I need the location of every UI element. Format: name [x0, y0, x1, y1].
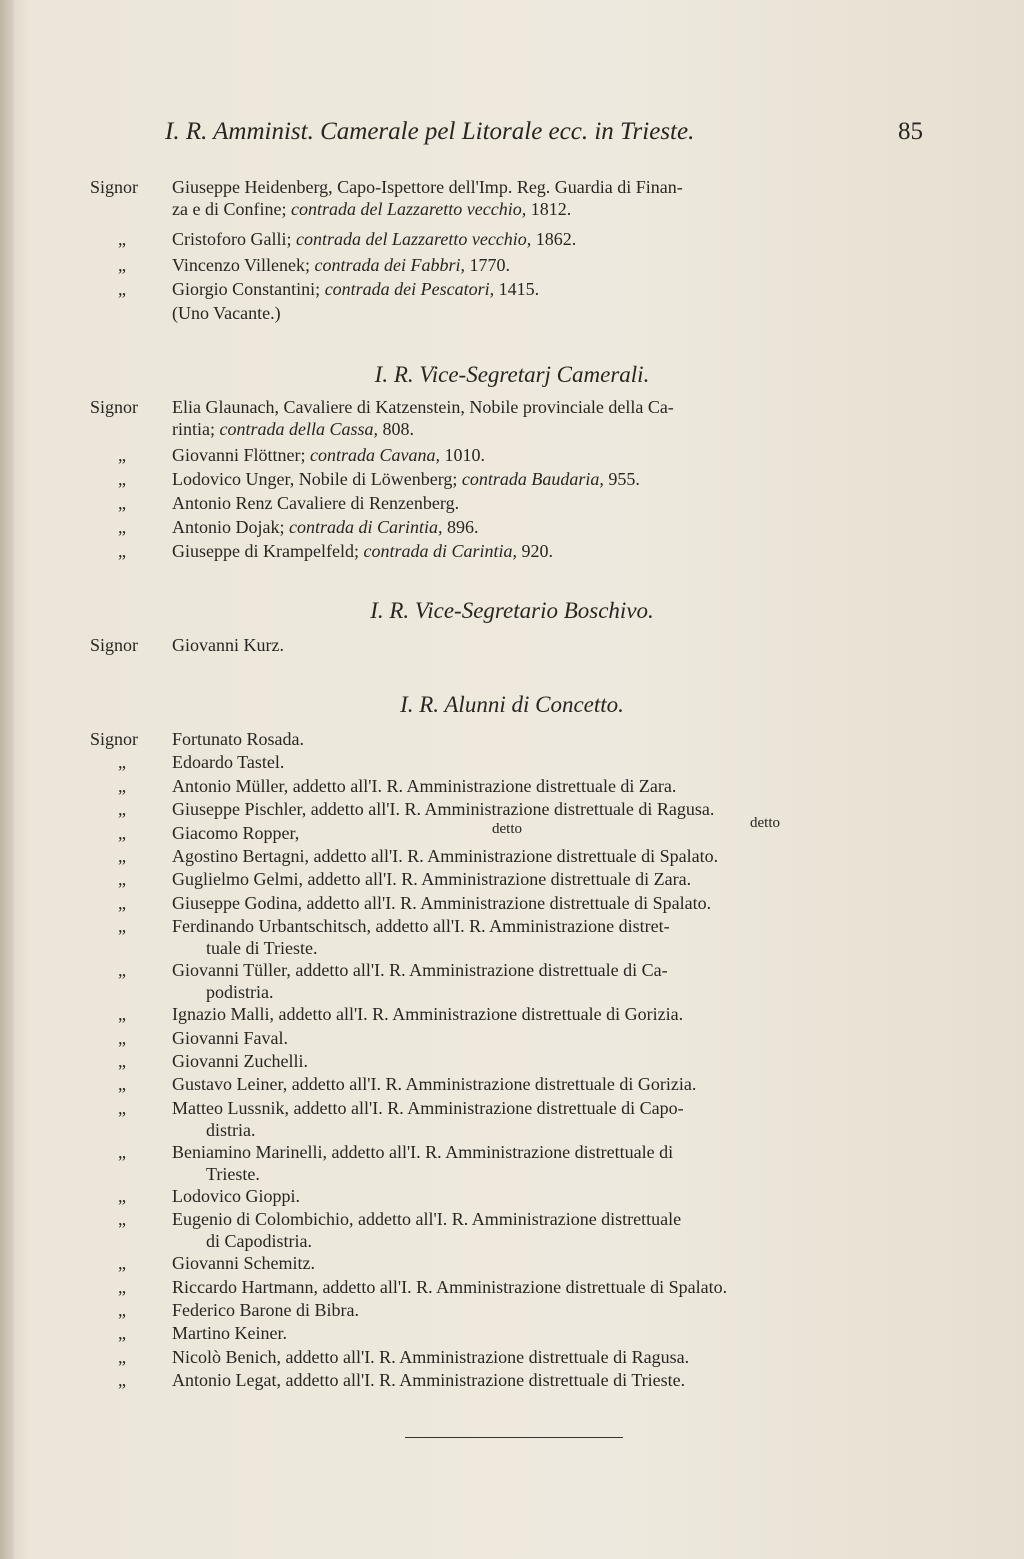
entry-address: contrada Baudaria, — [461, 469, 604, 489]
ditto-mark: „ — [118, 1346, 126, 1367]
entry-text: Matteo Lussnik, addetto all'I. R. Amministrazione distrettuale di Capo- — [172, 1097, 684, 1118]
list-item — [90, 892, 912, 914]
entry-continuation: rintia; — [172, 419, 215, 439]
entry-text: Cristoforo Galli; — [172, 229, 292, 249]
list-item — [90, 1346, 912, 1368]
entry-lead: Signor — [90, 635, 139, 655]
list-item — [90, 775, 912, 797]
entry-text: Giovanni Faval. — [172, 1027, 288, 1048]
entry-number: 808. — [382, 419, 415, 439]
entry-continuation: tuale di Trieste. — [206, 938, 318, 959]
ditto-mark: „ — [118, 541, 126, 561]
ditto-word: detto — [750, 814, 780, 831]
list-item — [90, 444, 912, 466]
entry-number: 1812. — [530, 199, 572, 219]
page-number: 85 — [898, 118, 923, 145]
entry-text: Agostino Bertagni, addetto all'I. R. Amministrazione distrettuale di Spalato. — [172, 846, 719, 866]
entry-lead: Signor — [90, 177, 139, 197]
entry-text: Eugenio di Colombichio, addetto all'I. R. Amministrazione distrettuale — [172, 1209, 682, 1230]
list-item — [90, 468, 912, 490]
entry-continuation: Trieste. — [206, 1163, 260, 1184]
entry-text: Ferdinando Urbantschitsch, addetto all'I. R. Amministrazione distret- — [172, 916, 670, 937]
list-item — [90, 1299, 912, 1321]
ditto-mark: „ — [118, 752, 126, 773]
list-item — [90, 1097, 912, 1141]
entry-text: Giacomo Ropper, — [172, 822, 300, 843]
entry-text: Giovanni Kurz. — [172, 635, 284, 655]
entry-address: contrada dei Pescatori, — [324, 279, 495, 299]
list-item — [90, 1252, 912, 1274]
ditto-mark: „ — [118, 1051, 126, 1071]
ditto-mark: „ — [118, 255, 126, 275]
entry-text: Beniamino Marinelli, addetto all'I. R. Amministrazione distrettuale di — [172, 1141, 674, 1162]
entry-text: Antonio Müller, addetto all'I. R. Amministrazione distrettuale di Zara. — [172, 775, 677, 796]
list-item — [90, 814, 912, 844]
ditto-mark: „ — [118, 1027, 126, 1048]
entry-number: 955. — [608, 469, 640, 489]
entry-address: contrada del Lazzaretto vecchio, — [296, 229, 532, 249]
entry-text: Giovanni Zuchelli. — [172, 1051, 308, 1071]
list-item — [90, 728, 912, 750]
entry-address: contrada di Carintia, — [289, 517, 443, 537]
list-item — [90, 1369, 912, 1391]
ditto-mark: „ — [118, 1276, 126, 1297]
entry-text: Guglielmo Gelmi, addetto all'I. R. Amministrazione distrettuale di Zara. — [172, 869, 692, 890]
entry-text: Gustavo Leiner, addetto all'I. R. Amministrazione distrettuale di Gorizia. — [172, 1074, 697, 1095]
section-title: I. R. Vice-Segretario Boschivo. — [370, 598, 654, 623]
ditto-mark: „ — [118, 1004, 126, 1025]
entry-number: 920. — [521, 541, 553, 561]
list-item — [90, 176, 912, 220]
entry-text: Giovanni Schemitz. — [172, 1253, 315, 1274]
entry-address: contrada Cavana, — [310, 445, 440, 465]
entry-lead: Signor — [90, 397, 139, 417]
list-item — [90, 1276, 912, 1298]
list-item — [90, 634, 912, 656]
entry-continuation: za e di Confine; — [172, 199, 287, 219]
ditto-mark: „ — [118, 775, 126, 796]
ditto-mark: „ — [118, 1141, 126, 1162]
entry-continuation: di Capodistria. — [206, 1231, 312, 1252]
entry-text: Nicolò Benich, addetto all'I. R. Amministrazione distrettuale di Ragusa. — [172, 1346, 690, 1367]
list-item — [90, 540, 912, 562]
list-item — [90, 228, 912, 250]
entry-text: Giuseppe di Krampelfeld; — [172, 541, 359, 561]
ditto-mark: „ — [118, 1185, 126, 1206]
section-title: I. R. Alunni di Concetto. — [400, 692, 624, 717]
entry-text: Antonio Renz Cavaliere di Renzenberg. — [172, 493, 460, 513]
ditto-mark: „ — [118, 493, 126, 513]
entry-number: 896. — [447, 517, 479, 537]
list-item — [90, 751, 912, 773]
list-item — [90, 396, 912, 440]
entry-number: 1415. — [498, 279, 540, 299]
entry-text: Edoardo Tastel. — [172, 752, 285, 773]
ditto-mark: „ — [118, 846, 126, 866]
list-item — [90, 915, 912, 959]
entry-text: Elia Glaunach, Cavaliere di Katzenstein, Nobile provinciale della Ca- — [172, 397, 674, 417]
list-item — [90, 516, 912, 538]
entry-address: contrada della Cassa, — [219, 419, 379, 439]
entry-text: Martino Keiner. — [172, 1323, 287, 1344]
list-item — [90, 1141, 912, 1185]
entry-text: Federico Barone di Bibra. — [172, 1300, 359, 1320]
entry-text: Lodovico Unger, Nobile di Löwenberg; — [172, 469, 458, 489]
entry-continuation: distria. — [206, 1119, 256, 1140]
entry-number: 1010. — [444, 445, 485, 465]
ditto-mark: „ — [118, 1253, 126, 1274]
entry-text: Antonio Legat, addetto all'I. R. Amministrazione distrettuale di Trieste. — [172, 1370, 686, 1391]
ditto-mark: „ — [118, 869, 126, 890]
ditto-word: detto — [492, 820, 522, 837]
entry-text: Giovanni Flöttner; — [172, 445, 306, 465]
entry-continuation: podistria. — [206, 982, 274, 1003]
section-title: I. R. Vice-Segretarj Camerali. — [374, 362, 650, 387]
entry-address: contrada di Carintia, — [363, 541, 517, 561]
entry-text: Lodovico Gioppi. — [172, 1185, 300, 1206]
entry-lead: Signor — [90, 729, 139, 749]
entry-address: contrada del Lazzaretto vecchio, — [290, 199, 527, 219]
ditto-mark: „ — [118, 1209, 126, 1230]
running-header — [165, 118, 925, 154]
ditto-mark: „ — [118, 960, 126, 981]
ditto-mark: „ — [118, 279, 126, 299]
entry-text: Fortunato Rosada. — [172, 729, 304, 749]
ditto-mark: „ — [118, 892, 126, 913]
list-item — [90, 868, 912, 890]
entry-number: 1862. — [535, 229, 577, 249]
ditto-mark: „ — [118, 1323, 126, 1344]
list-item — [90, 1073, 912, 1095]
list-item — [90, 1185, 912, 1207]
ditto-mark: „ — [118, 799, 126, 820]
entry-text: Giuseppe Godina, addetto all'I. R. Amministrazione distrettuale di Spalato. — [172, 892, 712, 913]
entry-text: Giuseppe Heidenberg, Capo-Ispettore dell'Imp. Reg. Guardia di Finan- — [172, 177, 683, 197]
entry-text: Giuseppe Pischler, addetto all'I. R. Amministrazione distrettuale di Ragusa. — [172, 799, 715, 820]
ditto-mark: „ — [118, 822, 126, 843]
list-item — [90, 302, 912, 324]
entry-text: (Uno Vacante.) — [172, 303, 281, 323]
header-title: I. R. Amminist. Camerale pel Litorale ecc. in Trieste. — [165, 118, 695, 145]
ditto-mark: „ — [118, 1097, 126, 1118]
entry-number: 1770. — [469, 255, 510, 275]
entry-address: contrada dei Fabbri, — [314, 255, 465, 275]
list-item — [90, 1027, 912, 1049]
ditto-mark: „ — [118, 229, 126, 249]
ditto-mark: „ — [118, 469, 126, 489]
entry-text: Riccardo Hartmann, addetto all'I. R. Amministrazione distrettuale di Spalato. — [172, 1276, 728, 1297]
entry-text: Ignazio Malli, addetto all'I. R. Amministrazione distrettuale di Gorizia. — [172, 1004, 684, 1025]
list-item — [90, 845, 912, 867]
entry-text: Antonio Dojak; — [172, 517, 285, 537]
ditto-mark: „ — [118, 1300, 126, 1320]
ditto-mark: „ — [118, 445, 126, 465]
ditto-mark: „ — [118, 1370, 126, 1391]
entry-text: Giovanni Tüller, addetto all'I. R. Amministrazione distrettuale di Ca- — [172, 960, 668, 981]
page-gutter — [0, 0, 14, 1559]
list-item — [90, 1322, 912, 1344]
ditto-mark: „ — [118, 1074, 126, 1095]
ditto-mark: „ — [118, 517, 126, 537]
list-item — [90, 254, 912, 276]
list-item — [90, 959, 912, 1003]
list-item — [90, 492, 912, 514]
list-item — [90, 1208, 912, 1252]
list-item — [90, 1003, 912, 1025]
entry-text: Vincenzo Villenek; — [172, 255, 310, 275]
end-rule — [405, 1437, 623, 1438]
list-item — [90, 278, 912, 300]
list-item — [90, 1050, 912, 1072]
ditto-mark: „ — [118, 916, 126, 937]
entry-text: Giorgio Constantini; — [172, 279, 321, 299]
